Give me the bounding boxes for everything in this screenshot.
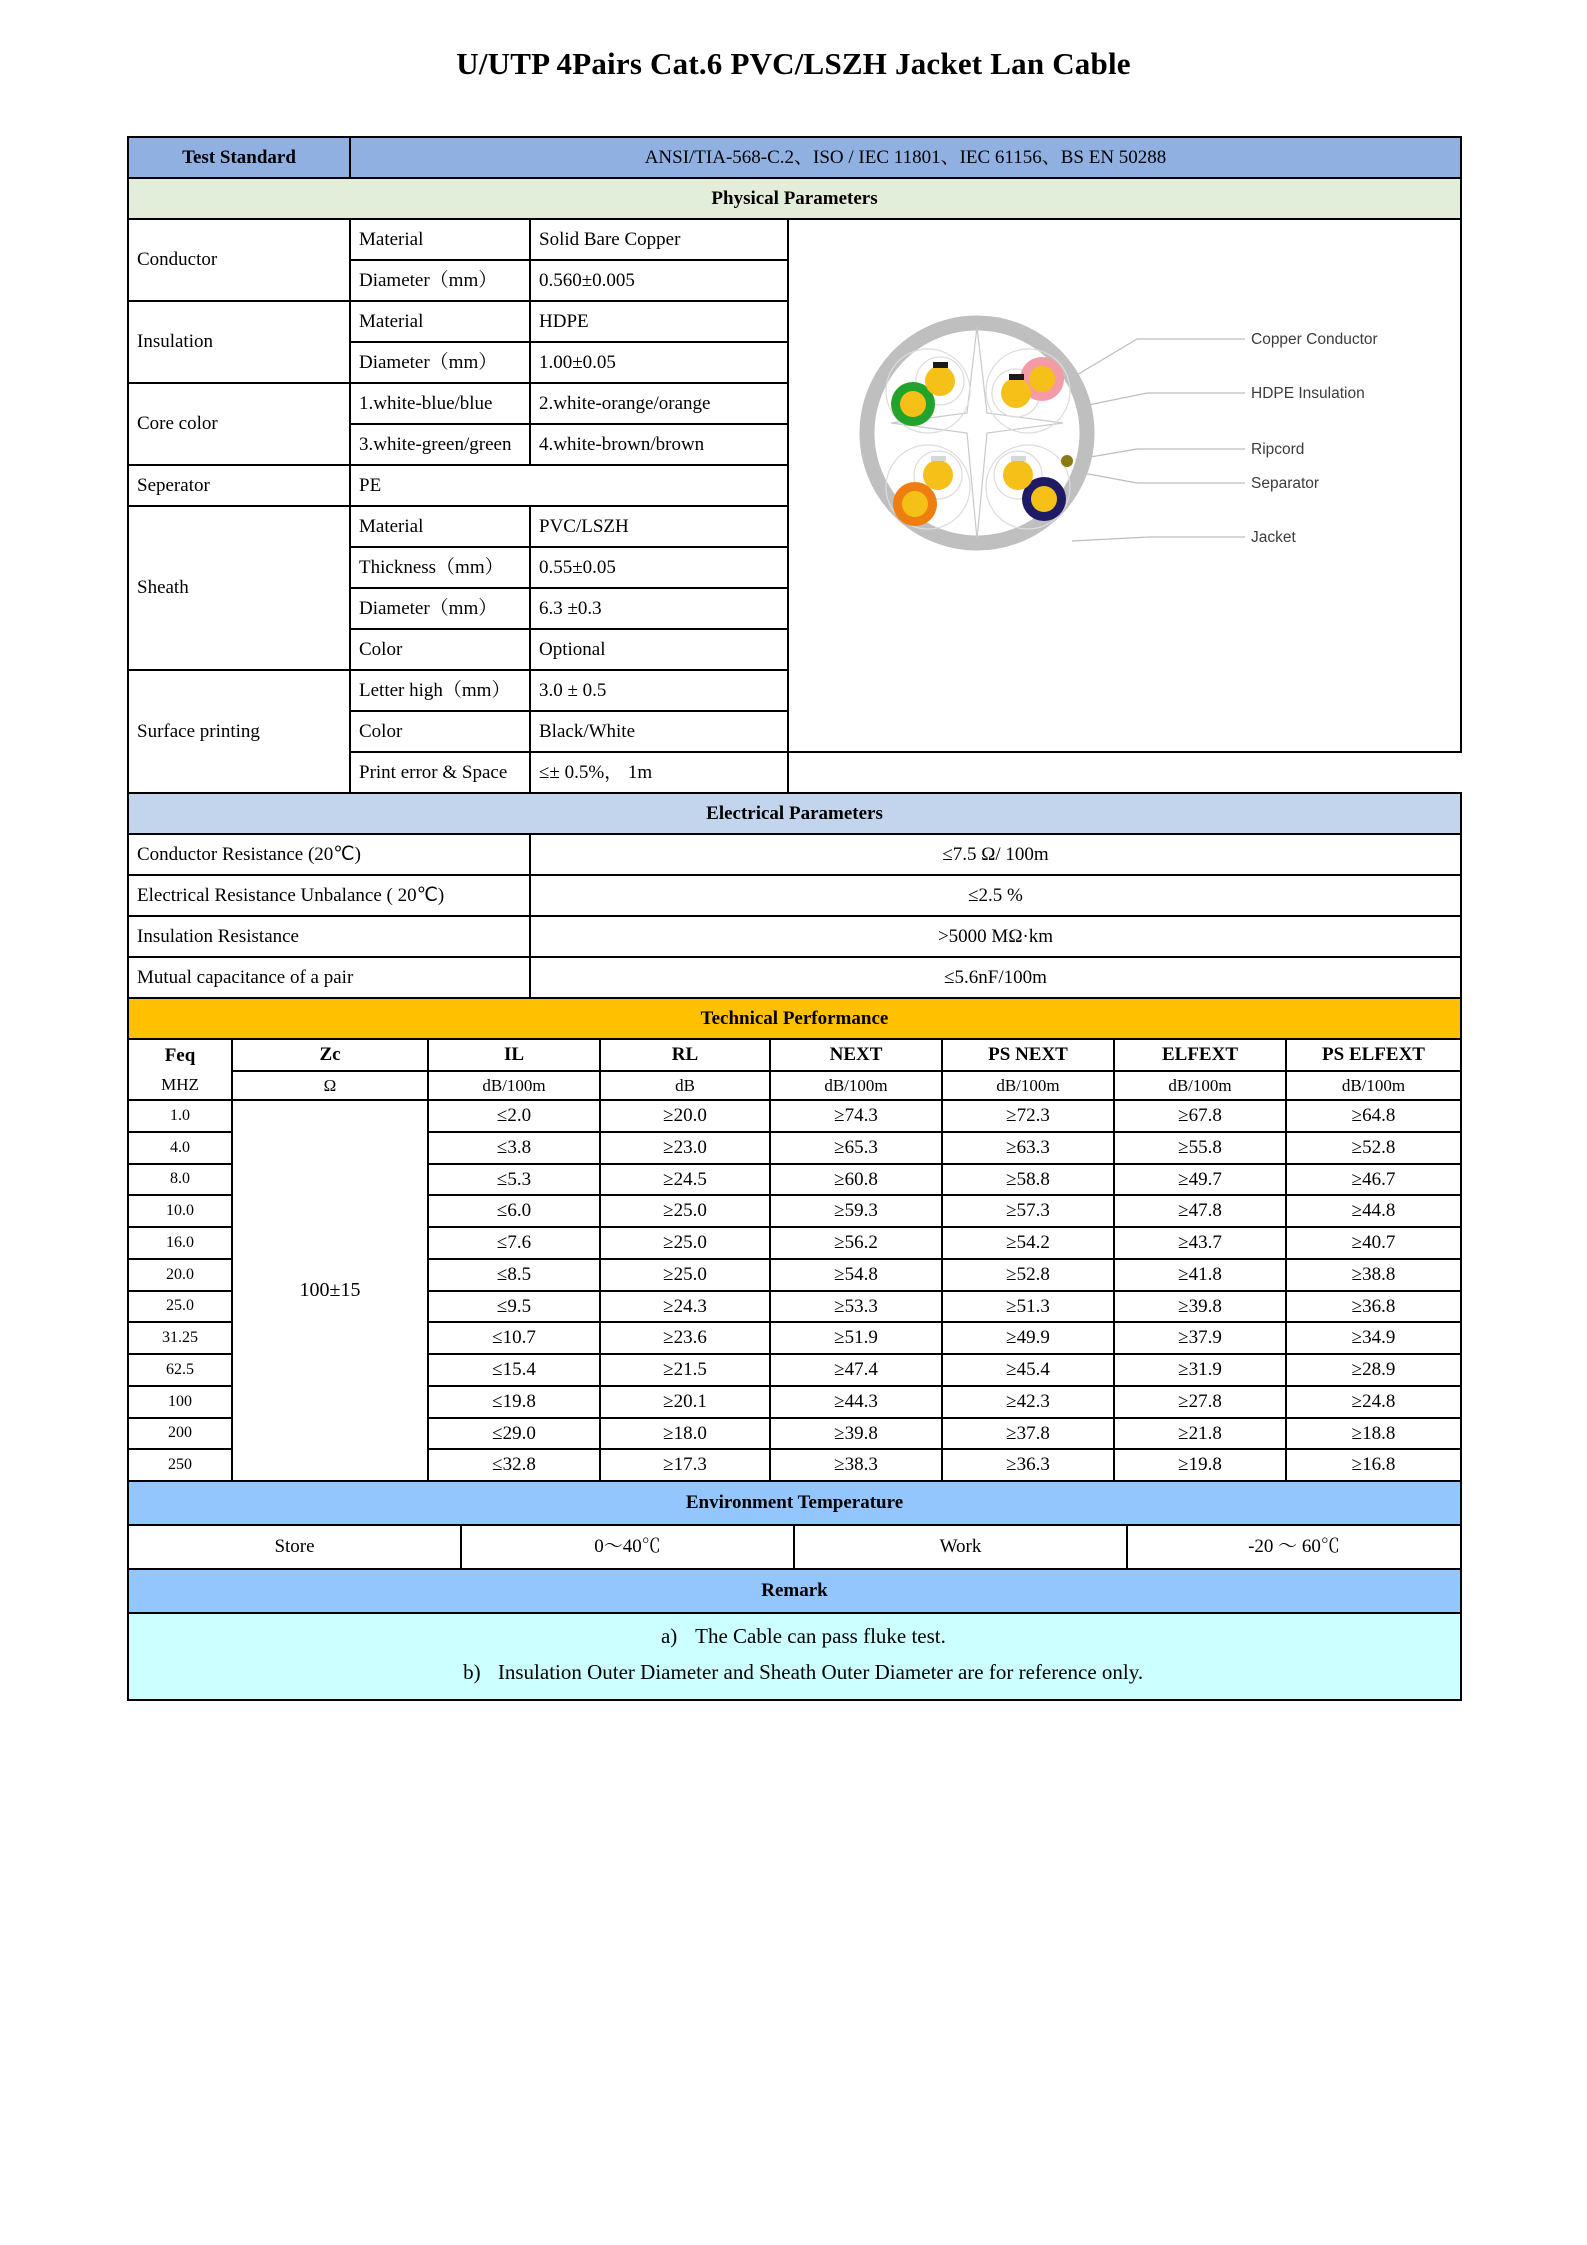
ripcord-dot (1061, 455, 1073, 467)
perf-psnext-8: ≥45.4 (942, 1354, 1114, 1386)
perf-col-zc: Zc (232, 1039, 428, 1071)
perf-pselfext-10: ≥18.8 (1286, 1418, 1461, 1450)
electrical-name-0: Conductor Resistance (20℃) (128, 834, 530, 875)
core-color-pair3: 3.white-green/green (350, 424, 530, 465)
perf-next-8: ≥47.4 (770, 1354, 942, 1386)
surface-printing-label: Surface printing (128, 670, 350, 793)
perf-freq-10: 200 (128, 1418, 232, 1450)
technical-performance-table (127, 1038, 1462, 1482)
sheath-label: Sheath (128, 506, 350, 670)
label-jacket: Jacket (1251, 529, 1296, 546)
remark-marker-a: a) (660, 1624, 678, 1648)
perf-freq-4: 16.0 (128, 1227, 232, 1259)
perf-unit-pselfext: dB/100m (1286, 1071, 1461, 1100)
table-row (128, 957, 1461, 998)
perf-elfext-7: ≥37.9 (1114, 1322, 1286, 1354)
perf-col-feq-unit: MHZ (161, 1074, 199, 1094)
perf-freq-3: 10.0 (128, 1195, 232, 1227)
table-row (128, 916, 1461, 957)
table-row (128, 219, 1461, 260)
perf-elfext-3: ≥47.8 (1114, 1195, 1286, 1227)
store-label: Store (128, 1525, 461, 1569)
perf-psnext-9: ≥42.3 (942, 1386, 1114, 1418)
perf-freq-6: 25.0 (128, 1291, 232, 1323)
perf-header-row (128, 1039, 1461, 1071)
environment-remark-table (127, 1480, 1462, 1701)
work-value: -20 ～ 60℃ (1127, 1525, 1461, 1569)
perf-rl-9: ≥20.1 (600, 1386, 770, 1418)
perf-il-2: ≤5.3 (428, 1164, 600, 1196)
technical-performance-banner-row (128, 998, 1461, 1039)
surface-color-key: Color (350, 711, 530, 752)
electrical-value-0: ≤7.5 Ω/ 100m (530, 834, 1461, 875)
perf-col-il: IL (428, 1039, 600, 1071)
perf-il-1: ≤3.8 (428, 1132, 600, 1164)
electrical-value-1: ≤2.5 % (530, 875, 1461, 916)
perf-elfext-5: ≥41.8 (1114, 1259, 1286, 1291)
section-electrical-parameters: Electrical Parameters (128, 793, 1461, 834)
perf-rl-3: ≥25.0 (600, 1195, 770, 1227)
perf-freq-9: 100 (128, 1386, 232, 1418)
remark-text-b: Insulation Outer Diameter and Sheath Outer Diameter are for reference only. (497, 1660, 1144, 1685)
surface-color-value: Black/White (530, 711, 788, 752)
perf-next-1: ≥65.3 (770, 1132, 942, 1164)
perf-next-0: ≥74.3 (770, 1100, 942, 1132)
sheath-color-key: Color (350, 629, 530, 670)
label-hdpe-insulation: HDPE Insulation (1251, 385, 1365, 402)
insulation-diameter-key: Diameter（mm） (350, 342, 530, 383)
perf-pselfext-4: ≥40.7 (1286, 1227, 1461, 1259)
perf-rl-8: ≥21.5 (600, 1354, 770, 1386)
electrical-name-3: Mutual capacitance of a pair (128, 957, 530, 998)
insulation-material-key: Material (350, 301, 530, 342)
perf-rl-2: ≥24.5 (600, 1164, 770, 1196)
page-title: U/UTP 4Pairs Cat.6 PVC/LSZH Jacket Lan Cable (456, 46, 1131, 81)
sheath-thickness-value: 0.55±0.05 (530, 547, 788, 588)
conductor-diameter-key: Diameter（mm） (350, 260, 530, 301)
perf-il-6: ≤9.5 (428, 1291, 600, 1323)
perf-rl-1: ≥23.0 (600, 1132, 770, 1164)
perf-elfext-0: ≥67.8 (1114, 1100, 1286, 1132)
electrical-value-2: >5000 MΩ·km (530, 916, 1461, 957)
perf-freq-0: 1.0 (128, 1100, 232, 1132)
perf-next-3: ≥59.3 (770, 1195, 942, 1227)
sheath-diameter-key: Diameter（mm） (350, 588, 530, 629)
perf-elfext-11: ≥19.8 (1114, 1449, 1286, 1481)
perf-next-6: ≥53.3 (770, 1291, 942, 1323)
perf-next-10: ≥39.8 (770, 1418, 942, 1450)
perf-elfext-1: ≥55.8 (1114, 1132, 1286, 1164)
perf-pselfext-0: ≥64.8 (1286, 1100, 1461, 1132)
perf-col-psnext: PS NEXT (942, 1039, 1114, 1071)
perf-col-pselfext: PS ELFEXT (1286, 1039, 1461, 1071)
label-copper-conductor: Copper Conductor (1251, 331, 1378, 348)
perf-rl-4: ≥25.0 (600, 1227, 770, 1259)
core-color-pair2: 2.white-orange/orange (530, 383, 788, 424)
perf-elfext-8: ≥31.9 (1114, 1354, 1286, 1386)
perf-il-8: ≤15.4 (428, 1354, 600, 1386)
perf-unit-zc: Ω (232, 1071, 428, 1100)
perf-psnext-1: ≥63.3 (942, 1132, 1114, 1164)
section-environment-temperature: Environment Temperature (128, 1481, 1461, 1525)
seperator-label: Seperator (128, 465, 350, 506)
table-row (128, 834, 1461, 875)
conductor-material-value: Solid Bare Copper (530, 219, 788, 260)
remark-item-a (137, 1623, 1452, 1649)
section-technical-performance: Technical Performance (128, 998, 1461, 1039)
core-color-pair4: 4.white-brown/brown (530, 424, 788, 465)
remark-text-a: The Cable can pass fluke test. (695, 1624, 946, 1648)
test-standard-row (128, 137, 1461, 178)
perf-rl-0: ≥20.0 (600, 1100, 770, 1132)
perf-zc-value: 100±15 (232, 1100, 428, 1481)
perf-elfext-10: ≥21.8 (1114, 1418, 1286, 1450)
table-row (128, 1525, 1461, 1569)
perf-col-feq-label: Feq (164, 1045, 196, 1066)
perf-psnext-6: ≥51.3 (942, 1291, 1114, 1323)
perf-elfext-4: ≥43.7 (1114, 1227, 1286, 1259)
perf-rl-6: ≥24.3 (600, 1291, 770, 1323)
perf-rl-7: ≥23.6 (600, 1322, 770, 1354)
perf-pselfext-1: ≥52.8 (1286, 1132, 1461, 1164)
perf-elfext-2: ≥49.7 (1114, 1164, 1286, 1196)
remark-item-b (137, 1659, 1452, 1685)
perf-next-9: ≥44.3 (770, 1386, 942, 1418)
perf-pselfext-7: ≥34.9 (1286, 1322, 1461, 1354)
perf-elfext-9: ≥27.8 (1114, 1386, 1286, 1418)
label-separator: Separator (1251, 475, 1320, 492)
remark-marker-b: b) (463, 1660, 481, 1685)
perf-freq-5: 20.0 (128, 1259, 232, 1291)
test-standard-value: ANSI/TIA-568-C.2、ISO / IEC 11801、IEC 61156、BS EN 50288 (350, 137, 1461, 178)
perf-next-11: ≥38.3 (770, 1449, 942, 1481)
physical-parameters-table (127, 136, 1462, 1040)
perf-freq-8: 62.5 (128, 1354, 232, 1386)
surface-letter-value: 3.0 ± 0.5 (530, 670, 788, 711)
perf-il-0: ≤2.0 (428, 1100, 600, 1132)
perf-pselfext-8: ≥28.9 (1286, 1354, 1461, 1386)
perf-unit-next: dB/100m (770, 1071, 942, 1100)
sheath-thickness-key: Thickness（mm） (350, 547, 530, 588)
perf-pselfext-11: ≥16.8 (1286, 1449, 1461, 1481)
surface-print-error-value: ≤± 0.5%， 1m (530, 752, 788, 793)
perf-next-5: ≥54.8 (770, 1259, 942, 1291)
perf-rl-5: ≥25.0 (600, 1259, 770, 1291)
insulation-diameter-value: 1.00±0.05 (530, 342, 788, 383)
perf-pselfext-6: ≥36.8 (1286, 1291, 1461, 1323)
perf-psnext-10: ≥37.8 (942, 1418, 1114, 1450)
remark-content (128, 1613, 1461, 1700)
insulation-material-value: HDPE (530, 301, 788, 342)
perf-il-7: ≤10.7 (428, 1322, 600, 1354)
core-color-pair1: 1.white-blue/blue (350, 383, 530, 424)
perf-il-11: ≤32.8 (428, 1449, 600, 1481)
core-color-label: Core color (128, 383, 350, 465)
perf-freq-11: 250 (128, 1449, 232, 1481)
electrical-value-3: ≤5.6nF/100m (530, 957, 1461, 998)
perf-il-5: ≤8.5 (428, 1259, 600, 1291)
perf-unit-rl: dB (600, 1071, 770, 1100)
surface-letter-key: Letter high（mm） (350, 670, 530, 711)
sheath-color-value: Optional (530, 629, 788, 670)
electrical-name-1: Electrical Resistance Unbalance ( 20℃) (128, 875, 530, 916)
perf-unit-elfext: dB/100m (1114, 1071, 1286, 1100)
table-row (128, 1100, 1461, 1132)
cable-diagram-svg (797, 223, 1470, 643)
perf-rl-10: ≥18.0 (600, 1418, 770, 1450)
perf-col-feq (128, 1039, 232, 1100)
perf-next-7: ≥51.9 (770, 1322, 942, 1354)
perf-pselfext-5: ≥38.8 (1286, 1259, 1461, 1291)
perf-psnext-0: ≥72.3 (942, 1100, 1114, 1132)
perf-next-4: ≥56.2 (770, 1227, 942, 1259)
physical-parameters-banner-row (128, 178, 1461, 219)
section-physical-parameters: Physical Parameters (128, 178, 1461, 219)
perf-unit-psnext: dB/100m (942, 1071, 1114, 1100)
environment-banner-row (128, 1481, 1461, 1525)
sheath-material-key: Material (350, 506, 530, 547)
perf-next-2: ≥60.8 (770, 1164, 942, 1196)
perf-freq-7: 31.25 (128, 1322, 232, 1354)
perf-psnext-7: ≥49.9 (942, 1322, 1114, 1354)
perf-pselfext-2: ≥46.7 (1286, 1164, 1461, 1196)
perf-unit-row (128, 1071, 1461, 1100)
sheath-diameter-value: 6.3 ±0.3 (530, 588, 788, 629)
perf-col-rl: RL (600, 1039, 770, 1071)
work-label: Work (794, 1525, 1127, 1569)
perf-col-next: NEXT (770, 1039, 942, 1071)
perf-pselfext-3: ≥44.8 (1286, 1195, 1461, 1227)
seperator-value: PE (350, 465, 788, 506)
label-ripcord: Ripcord (1251, 441, 1305, 458)
sheath-material-value: PVC/LSZH (530, 506, 788, 547)
perf-il-3: ≤6.0 (428, 1195, 600, 1227)
section-remark: Remark (128, 1569, 1461, 1613)
perf-il-10: ≤29.0 (428, 1418, 600, 1450)
test-standard-label: Test Standard (128, 137, 350, 178)
remark-body-row (128, 1613, 1461, 1700)
perf-elfext-6: ≥39.8 (1114, 1291, 1286, 1323)
perf-rl-11: ≥17.3 (600, 1449, 770, 1481)
insulation-label: Insulation (128, 301, 350, 383)
perf-psnext-3: ≥57.3 (942, 1195, 1114, 1227)
perf-il-4: ≤7.6 (428, 1227, 600, 1259)
perf-psnext-4: ≥54.2 (942, 1227, 1114, 1259)
perf-pselfext-9: ≥24.8 (1286, 1386, 1461, 1418)
electrical-name-2: Insulation Resistance (128, 916, 530, 957)
conductor-diameter-value: 0.560±0.005 (530, 260, 788, 301)
perf-freq-2: 8.0 (128, 1164, 232, 1196)
conductor-material-key: Material (350, 219, 530, 260)
remark-banner-row (128, 1569, 1461, 1613)
conductor-label: Conductor (128, 219, 350, 301)
surface-print-error-key: Print error & Space (350, 752, 530, 793)
perf-psnext-5: ≥52.8 (942, 1259, 1114, 1291)
perf-psnext-2: ≥58.8 (942, 1164, 1114, 1196)
perf-freq-1: 4.0 (128, 1132, 232, 1164)
store-value: 0～40℃ (461, 1525, 794, 1569)
perf-il-9: ≤19.8 (428, 1386, 600, 1418)
perf-unit-il: dB/100m (428, 1071, 600, 1100)
table-row (128, 875, 1461, 916)
cable-cross-section-diagram (788, 219, 1461, 752)
perf-col-elfext: ELFEXT (1114, 1039, 1286, 1071)
perf-psnext-11: ≥36.3 (942, 1449, 1114, 1481)
electrical-parameters-banner-row (128, 793, 1461, 834)
